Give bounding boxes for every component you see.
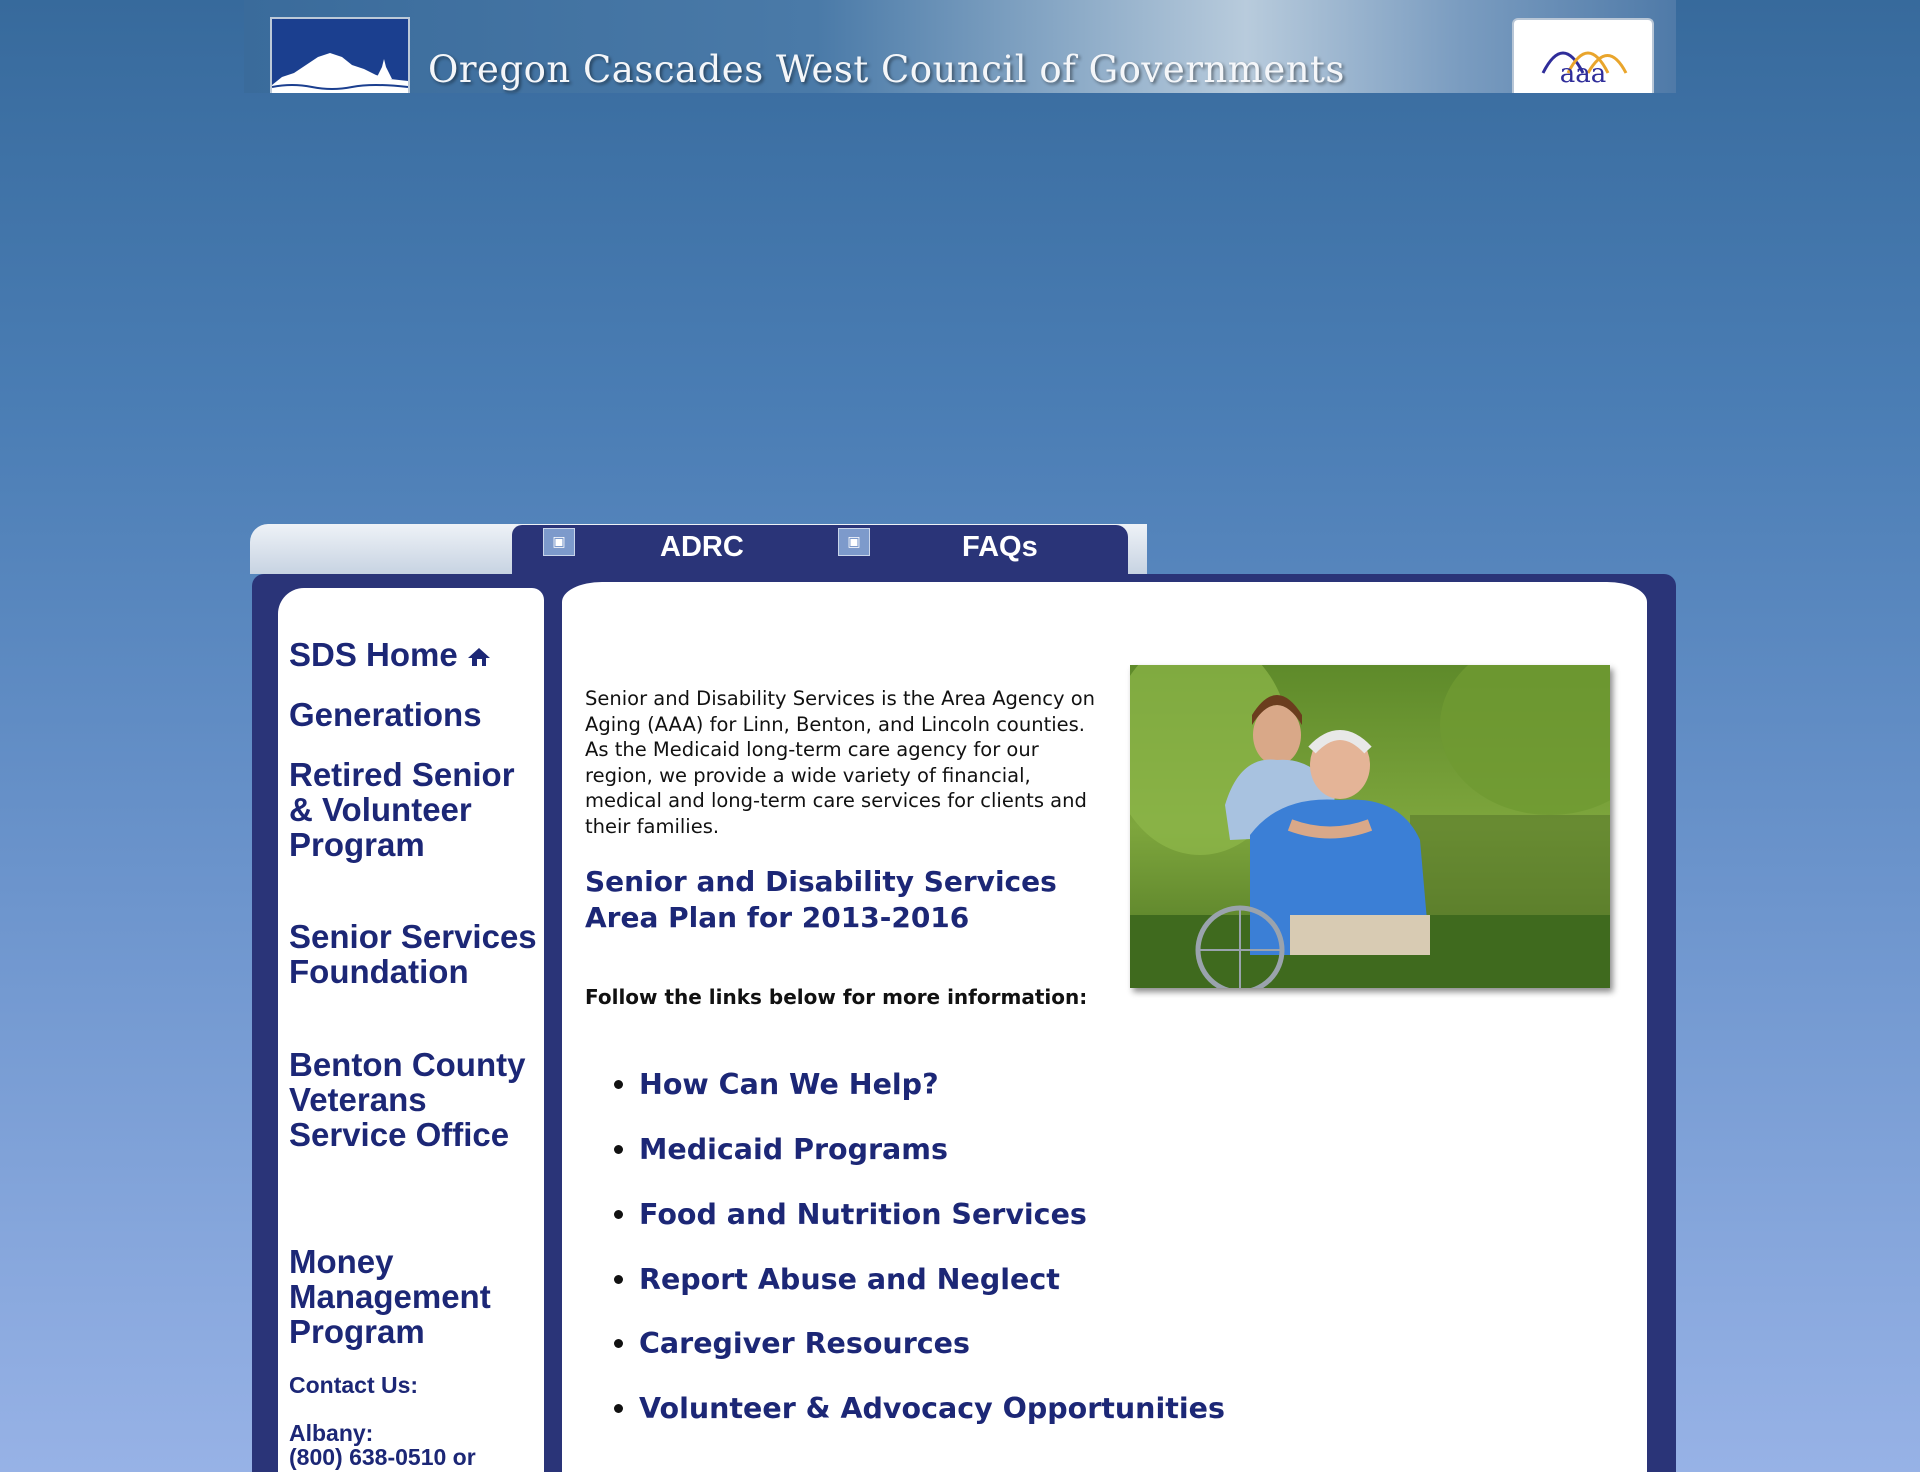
bullet [614, 1080, 623, 1089]
contact-phone: (800) 638-0510 or [289, 1444, 476, 1470]
tab-image-icon: ▣ [543, 528, 575, 556]
contact-heading: Contact Us: [289, 1372, 419, 1398]
link-how-can-we-help[interactable] [614, 1068, 939, 1101]
link-label: Food and Nutrition Services [639, 1198, 1087, 1231]
aaa-text: aaa [1559, 59, 1607, 86]
home-icon [466, 646, 492, 668]
tab-faqs[interactable]: FAQs [962, 531, 1038, 563]
link-caregiver-resources[interactable] [614, 1327, 970, 1360]
caregiver-image-icon [1130, 665, 1610, 988]
bullet [614, 1275, 623, 1284]
link-volunteer-advocacy[interactable] [614, 1392, 1225, 1425]
link-label: How Can We Help? [639, 1068, 939, 1101]
sidebar-item-generations[interactable]: Generations [289, 696, 482, 733]
caregiver-photo [1130, 665, 1610, 988]
sidebar-item-senior-services-foundation[interactable]: Senior Services Foundation [289, 918, 537, 990]
contact-city: Albany: [289, 1420, 374, 1446]
bullet [614, 1145, 623, 1154]
sidebar-item-veterans-office[interactable]: Benton County Veterans Service Office [289, 1046, 526, 1153]
aaa-logo[interactable] [1512, 18, 1654, 93]
link-medicaid-programs[interactable] [614, 1133, 948, 1166]
org-name: Oregon Cascades West Council of Governments [428, 48, 1345, 91]
link-report-abuse[interactable] [614, 1263, 1060, 1296]
bullet [614, 1404, 623, 1413]
link-label: Medicaid Programs [639, 1133, 948, 1166]
tab-adrc[interactable]: ADRC [660, 531, 744, 563]
intro-text: Senior and Disability Services is the Area Agency on Aging (AAA) for Linn, Benton, and Lincoln counties. As the Medicaid long-term care agency for our region, we provide a wide variety of financial, medical and long-term care services for clients and their families. [585, 687, 1096, 838]
follow-links-text: Follow the links below for more information: [585, 985, 1088, 1009]
link-label: Volunteer & Advocacy Opportunities [639, 1392, 1225, 1425]
tab-image-icon: ▣ [838, 528, 870, 556]
ocwcog-logo[interactable] [270, 17, 410, 93]
link-label: Report Abuse and Neglect [639, 1263, 1060, 1296]
sidebar-item-money-management[interactable]: Money Management Program [289, 1243, 491, 1350]
area-plan-link[interactable]: Senior and Disability Services Area Plan for 2013-2016 [585, 865, 1057, 934]
bullet [614, 1210, 623, 1219]
sidebar-item-label: SDS Home [289, 636, 458, 673]
sidebar-item-sds-home[interactable] [289, 637, 539, 672]
link-food-nutrition[interactable] [614, 1198, 1087, 1231]
link-label: Caregiver Resources [639, 1327, 970, 1360]
mountain-logo-icon [272, 19, 408, 93]
sidebar-item-rsvp[interactable]: Retired Senior & Volunteer Program [289, 756, 515, 863]
bullet [614, 1339, 623, 1348]
aaa-arches-icon [1528, 28, 1638, 86]
